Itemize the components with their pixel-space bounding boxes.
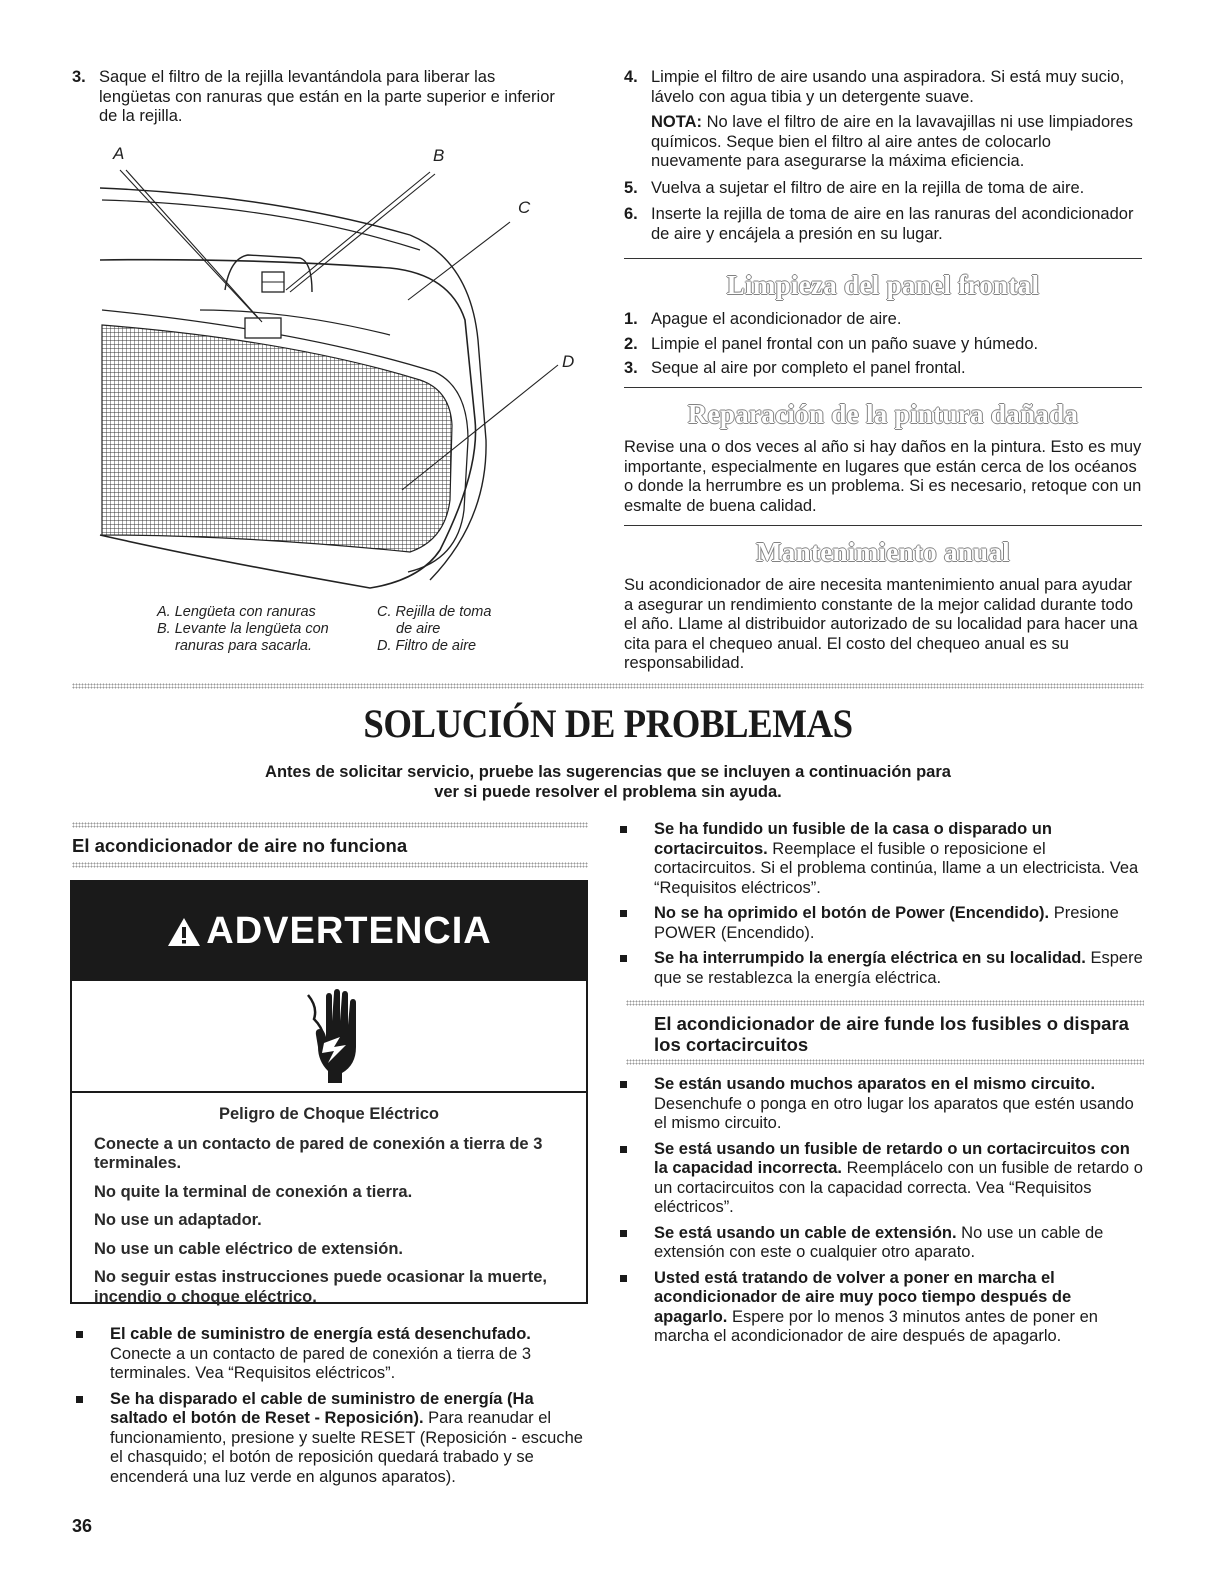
warning-body — [72, 1093, 586, 1307]
divider — [624, 258, 1142, 259]
section-title-panel: Limpieza del panel frontal — [726, 270, 1040, 300]
steps-4-6 — [624, 68, 1144, 251]
divider — [624, 387, 1142, 388]
figure-caption-right — [377, 604, 577, 655]
bullet-square-icon — [620, 826, 627, 833]
list-item — [616, 949, 1144, 988]
step-text: Limpie el filtro de aire usando una aspiradora. Si está muy sucio, lávelo con agua tibia y un detergente suave. — [651, 68, 1125, 106]
bullet-text: Reemplace el fusible o reposicione el cortacircuitos. Si el problema continúa, llame a un electricista. Vea “Requisitos eléctricos”. — [654, 839, 1139, 897]
step-text: Limpie el panel frontal con un paño suave y húmedo. — [651, 334, 1039, 353]
nota — [624, 113, 1144, 172]
bullet-text: Presione POWER (Encendido). — [654, 904, 1119, 942]
page-title: SOLUCIÓN DE PROBLEMAS — [363, 701, 853, 746]
page-subtitle — [72, 762, 1144, 802]
right-bullets — [616, 820, 1144, 994]
bullet-square-icon — [620, 1230, 627, 1237]
dotted-divider — [72, 683, 1144, 689]
dotted-divider — [626, 1059, 1144, 1065]
bullet-bold: Se ha interrumpido la energía eléctrica en su localidad. — [654, 949, 1086, 967]
bullet-bold: Se ha disparado el cable de suministro de energía (Ha saltado el botón de Reset - Reposición). — [110, 1389, 534, 1427]
pintura-text: Revise una o dos veces al año si hay daños en la pintura. Esto es muy importante, especialmente en lugares que están cerca de los océanos o donde la herrumbre es un problema. Si es necesario, retoque con un esmalte de buena calidad. — [624, 438, 1142, 515]
bullet-text: No use un cable de extensión con este o cualquier otro aparato. — [654, 1223, 1104, 1261]
warning-line-2: No quite la terminal de conexión a tierra. — [94, 1182, 413, 1201]
bullet-text: Espere por lo menos 3 minutos antes de poner en marcha el acondicionador de aire después de apagarlo. — [654, 1307, 1098, 1345]
warning-triangle-icon — [166, 916, 202, 948]
bullet-bold: Se ha fundido un fusible de la casa o disparado un cortacircuitos. — [654, 820, 1052, 858]
list-item — [616, 1140, 1144, 1218]
bullet-square-icon — [620, 1275, 627, 1282]
panel-steps — [624, 310, 1144, 384]
dotted-divider — [626, 1000, 1144, 1006]
left-bullets — [72, 1325, 588, 1493]
caption-a: A. Lengüeta con ranuras — [157, 604, 316, 620]
bullet-bold: El cable de suministro de energía está desenchufado. — [110, 1325, 531, 1343]
figure-label-c: C — [518, 198, 531, 217]
bullet-square-icon — [76, 1396, 83, 1403]
list-item — [616, 1269, 1144, 1347]
bullet-text: Para reanudar el funcionamiento, presione y suelte RESET (Reposición - escuche el chasquido; el botón de reposición quedará trabado y se encenderá una luz verde en algunos aparatos). — [110, 1409, 583, 1486]
list-item — [616, 904, 1144, 943]
bullet-bold: No se ha oprimido el botón de Power (Encendido). — [654, 904, 1050, 922]
figure-label-a: A — [113, 144, 125, 163]
bullet-square-icon — [620, 910, 627, 917]
bullet-square-icon — [620, 1146, 627, 1153]
page-number: 36 — [72, 1516, 93, 1536]
step-text: Seque al aire por completo el panel frontal. — [651, 359, 966, 377]
step-text: Inserte la rejilla de toma de aire en las ranuras del acondicionador de aire y encájela a presión en su lugar. — [651, 205, 1134, 243]
bullet-square-icon — [76, 1331, 83, 1338]
step-text: Vuelva a sujetar el filtro de aire en la rejilla de toma de aire. — [651, 178, 1085, 197]
caption-d: D. Filtro de aire — [377, 638, 477, 654]
bullet-bold: Se está usando un fusible de retardo o un cortacircuitos con la capacidad incorrecta. — [654, 1139, 1130, 1177]
caption-b-line1: B. Levante la lengüeta con — [157, 621, 329, 637]
caption-c-line1: C. Rejilla de toma — [377, 604, 492, 620]
dotted-divider — [72, 822, 588, 828]
bullet-text: Conecte a un contacto de pared de conexión a tierra de 3 terminales. Vea “Requisitos eléctricos”. — [110, 1344, 532, 1382]
bullet-text: Espere que se restablezca la energía eléctrica. — [654, 949, 1143, 987]
warning-box — [70, 880, 588, 1304]
step-number: 6. — [624, 205, 638, 223]
bullet-square-icon — [620, 1081, 627, 1088]
list-item — [616, 1224, 1144, 1263]
caption-b-line2: ranuras para sacarla. — [175, 638, 313, 654]
filter-figure — [90, 140, 590, 600]
step-number: 3. — [72, 68, 86, 86]
figure-caption-left — [157, 604, 377, 655]
figure-label-b: B — [433, 146, 445, 165]
step-number: 1. — [624, 310, 638, 328]
fusibles-bullets — [616, 1075, 1144, 1353]
warning-header — [72, 882, 586, 981]
bullet-bold: Se están usando muchos aparatos en el mismo circuito. — [654, 1075, 1096, 1093]
step-number: 4. — [624, 68, 638, 86]
dotted-divider — [72, 862, 588, 868]
list-item — [72, 1325, 588, 1384]
subtitle-line-1: Antes de solicitar servicio, pruebe las sugerencias que se incluyen a continuación para — [265, 763, 951, 781]
electric-shock-hand-icon — [304, 985, 364, 1085]
bullet-bold: Usted está tratando de volver a poner en marcha el acondicionador de aire muy poco tiempo después de apagarlo. — [654, 1268, 1072, 1326]
air-filter-illustration — [90, 140, 590, 600]
caption-c-line2: de aire — [396, 621, 441, 637]
section-title-anual: Mantenimiento anual — [756, 537, 1010, 567]
warning-line-3: No use un adaptador. — [94, 1211, 262, 1229]
shock-icon-area — [72, 981, 586, 1093]
figure-label-d: D — [562, 352, 575, 371]
bullet-text: Desenchufe o ponga en otro lugar los aparatos que estén usando el mismo circuito. — [654, 1094, 1134, 1132]
bullet-square-icon — [620, 955, 627, 962]
bullet-bold: Se está usando un cable de extensión. — [654, 1223, 957, 1242]
step-number: 5. — [624, 178, 638, 197]
warning-line-5: No seguir estas instrucciones puede ocasionar la muerte, incendio o choque eléctrico. — [94, 1268, 547, 1306]
step-text: Saque el filtro de la rejilla levantándola para liberar las lengüetas con ranuras que están en la parte superior e inferior de la rejilla. — [99, 68, 555, 125]
warning-line-4: No use un cable eléctrico de extensión. — [94, 1239, 404, 1258]
subhead-no-funciona: El acondicionador de aire no funciona — [72, 835, 408, 856]
subhead-fusibles: El acondicionador de aire funde los fusibles o dispara los cortacircuitos — [654, 1013, 1129, 1055]
step-text: Apague el acondicionador de aire. — [651, 310, 902, 328]
warning-danger: Peligro de Choque Eléctrico — [218, 1105, 440, 1123]
list-item — [72, 1390, 588, 1488]
step-number: 3. — [624, 359, 638, 377]
section-title-pintura: Reparación de la pintura dañada — [687, 399, 1079, 429]
nota-label: NOTA: — [651, 113, 703, 131]
list-item — [616, 1075, 1144, 1134]
warning-title: ADVERTENCIA — [206, 910, 492, 952]
step-number: 2. — [624, 334, 638, 353]
subtitle-line-2: ver si puede resolver el problema sin ayuda. — [434, 783, 782, 801]
list-item — [616, 820, 1144, 898]
anual-text: Su acondicionador de aire necesita mantenimiento anual para ayudar a asegurar un rendimiento constante de la mejor calidad durante todo el año. Llame al distribuidor autorizado de su localidad para hacer una cita para el chequeo anual. El costo del chequeo anual es su responsabilidad. — [624, 576, 1138, 672]
nota-text: No lave el filtro de aire en la lavavajillas ni use limpiadores químicos. Seque bien el filtro al aire antes de colocarlo nuevamente para asegurarse la máxima eficiencia. — [651, 113, 1134, 170]
bullet-text: Reemplácelo con un fusible de retardo o un cortacircuitos con la capacidad correcta. Vea “Requisitos eléctricos”. — [654, 1159, 1143, 1216]
divider — [624, 525, 1142, 526]
warning-line-1: Conecte a un contacto de pared de conexión a tierra de 3 terminales. — [94, 1134, 543, 1172]
step-3 — [72, 68, 562, 134]
